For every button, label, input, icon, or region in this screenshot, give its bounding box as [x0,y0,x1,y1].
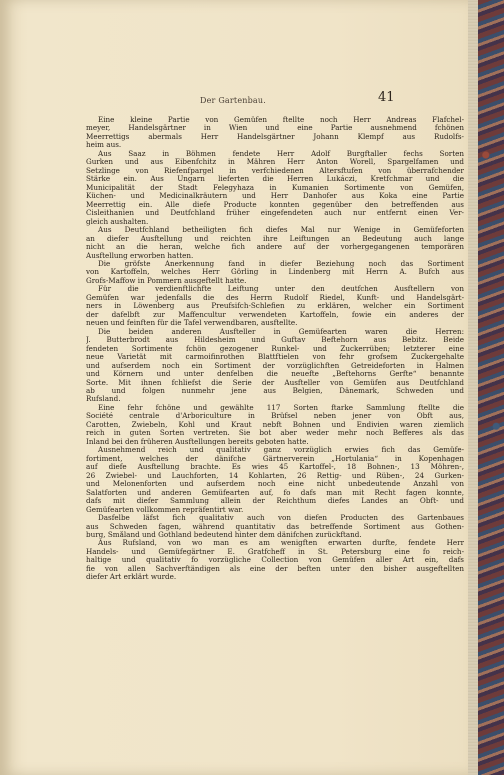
text-line: Gemüfen war jedenfalls die des Herrn Rudolf Riedel, Kunft- und Handelsgärt- [86,293,464,302]
text-line: Rufsland. [86,395,121,404]
text-line: Ausnehmend reich und qualitativ ganz vorzüglich erwies fich das Gemüfe- [98,446,464,455]
text-line: ab und folgen nunmehr jene aus Belgien, Dänemark, Schweden und [86,387,464,395]
text-line: auf diefe Ausftellung brachte. Es wies 45 Kartoffel-, 18 Bohnen-, 13 Möhren-, [86,463,464,472]
text-line: diefer Art erklärt wurde. [86,573,177,582]
text-line: dafs mit diefer Sammlung allein der Reichthum diefes Landes an Obft- und [86,497,464,506]
text-line: und aufserdem noch ein Sortiment der vorzüglichften Getreideforten in Halmen [86,361,464,370]
body-text [86,116,464,582]
page-edges [468,0,478,775]
text-line: Grofs-Maffow in Pommern ausgeftellt hatte. [86,276,247,285]
text-line: und Melonenforten und aufserdem noch eine nicht unbedeutende Anzahl von [86,480,464,489]
text-line: Ausftellung erworben hatten. [86,251,194,260]
text-line: Setzlinge von Riefenfpargel in verfchiedenen Altersftufen von überrafchender [86,166,464,175]
text-line: meyer, Handelsgärtner in Wien und eine Partie ausnehmend fchönen [86,124,464,133]
text-line: Sorte. Mit ihnen fchliefst die Serie der Ausfteller von Gemüfen aus Deutfchland [86,378,464,387]
text-line: neue Varietät mit carmoifinrothen Blattftielen von fehr grofsem Zuckergehalte [86,353,464,362]
text-line: Municipalität der Stadt Felegyhaza in Kumanien Sortimente von Gemüfen, [86,183,464,192]
text-line: Die beiden anderen Ausfteller in Gemüfearten waren die Herren: [98,327,464,336]
text-line: 26 Zwiebel- und Lauchforten, 14 Kohlarten, 26 Rettig- und Rüben-, 24 Gurken- [86,471,464,480]
text-line: Für die verdienftlichfte Leiftung unter den deutfchen Ausftellern von [98,285,464,294]
text-line: Eine kleine Partie von Gemüfen ftellte noch Herr Andreas Flafchel- [98,116,464,124]
text-line: Aus Deutfchland betheiligten fich diefes Mal nur Wenige in Gemüfeforten [98,226,464,235]
text-line: fendeten Sortimente fchön gezogener Runkel- und Zuckerrüben; letzterer eine [86,344,464,353]
text-line: heim aus. [86,141,122,150]
text-line: ners in Löwenberg aus Preufsifch-Schlefien zu erklären, welcher ein Sortiment [86,302,464,311]
text-line: nicht an die heran, welche fich andere auf der vorhergegangenen temporären [86,243,464,252]
text-line: Die gröfste Anerkennung fand in diefer Beziehung noch das Sortiment [98,259,464,268]
running-header: Der Gartenbau. [200,96,266,105]
text-line: fortiment, welches der dänifche Gärtnerverein „Hortulania“ in Kopenhagen [86,454,464,463]
text-line: reich in guten Sorten vertreten. Sie bot aber weder mehr noch Befferes als das [86,429,464,438]
text-line: Cisleithanien und Deutfchland früher eingefendeten auch nur entfernt einen Ver- [86,209,464,218]
text-line: haltige und qualitativ fo vorzügliche Collection von Gemüfen aller Art ein, dafs [86,556,464,565]
text-line: Aus Rufsland, von wo man es am wenigften erwarten durfte, fendete Herr [98,539,464,548]
text-line: und Körnern und unter denfelben die neuefte „Beftehorns Gerfte“ benannte [86,370,464,379]
text-line: Handels- und Gemüfegärtner E. Gratfcheff in St. Petersburg eine fo reich- [86,547,464,556]
text-line: J. Butterbrodt aus Hildesheim und Guftav Beftehorn aus Bebitz. Beide [86,336,464,345]
text-line: an diefer Ausftellung und reichten ihre Leiftungen an Bedeutung auch lange [86,234,464,243]
text-line: Société centrale d'Arboriculture in Brüfsel neben jener von Obft aus, [86,412,464,421]
text-line: Carotten, Zwiebeln, Kohl und Kraut nebft Bohnen und Endivien waren ziemlich [86,420,464,429]
text-line: Aus Saaz in Böhmen fendete Herr Adolf Burgftaller fechs Sorten [98,149,464,158]
text-line: fie von allen Sachverftändigen als eine der beften unter den bisher ausgeftellten [86,564,464,573]
text-line: von Kartoffeln, welches Herr Görling in Lindenberg mit Herrn A. Bufch aus [86,268,464,277]
text-line: Gurken und aus Eibenfchitz in Mähren Herr Anton Worell, Spargelfamen und [86,158,464,167]
text-line: neuen und feinften für die Tafel verwendbaren, ausftellte. [86,319,298,328]
text-line: Eine fehr fchöne und gewählte 117 Sorten ftarke Sammlung ftellte die [98,403,464,412]
text-line: Meerrettig ein. Alle diefe Producte konnten gegenüber den betreffenden aus [86,200,464,209]
text-line: Meerrettigs abermals Herr Handelsgärtner Johann Klempf aus Rudolfs- [86,132,464,141]
text-line: Küchen- und Medicinalkräutern und Herr Danhofer aus Koka eine Partie [86,192,464,201]
marbled-cover [478,0,504,775]
text-line: Stärke ein. Aus Ungarn lieferten die Herren Lukáczi, Kretfchmar und die [86,175,464,184]
text-line: gleich aushalten. [86,217,149,226]
text-line: Inland bei den früheren Ausftellungen bereits geboten hatte. [86,437,309,446]
text-line: Salatforten und anderen Gemüfearten auf, fo dafs man mit Recht fagen konnte, [86,488,464,497]
page-number: 41 [378,90,395,105]
text-line: Gemüfearten vollkommen repräfentirt war. [86,505,244,514]
text-line: burg, Småland und Gothland bedeutend hinter dem dänifchen zurückftand. [86,530,362,539]
text-line: der dafelbft zur Maffencultur verwendeten Kartoffeln, fowie ein anderes der [86,310,464,319]
text-line: Dasfelbe läfst fich qualitativ auch von diefen Producten des Gartenbaues [98,514,464,523]
text-line: aus Schweden fagen, während quantitativ das betreffende Sortiment aus Gothen- [86,522,464,531]
